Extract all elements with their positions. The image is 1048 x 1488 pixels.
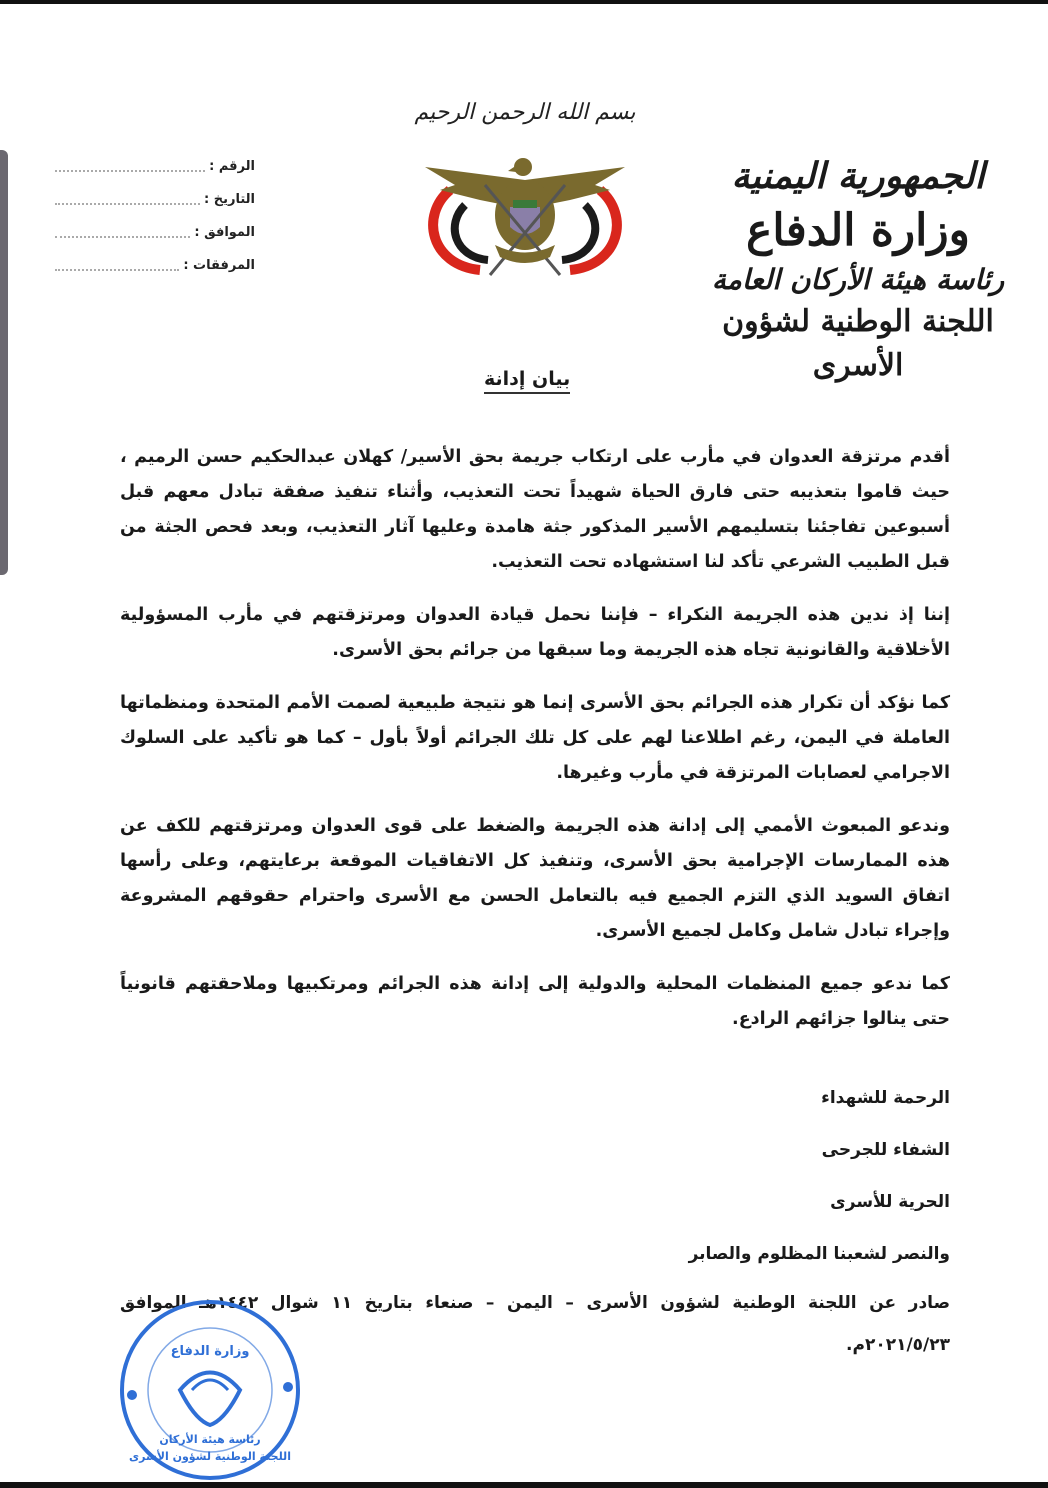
ref-number-field: الرقم : xyxy=(55,150,255,183)
issued-by-line: صادر عن اللجنة الوطنية لشؤون الأسرى – اليمن – صنعاء بتاريخ ١١ شوال ١٤٤٢هـ الموافق ٢٠٢١/٥/٢٣م. xyxy=(120,1293,950,1355)
paragraph: وندعو المبعوث الأممي إلى إدانة هذه الجريمة والضغط على قوى العدوان ومرتزقتهم للكف عن هذه الممارسات الإجرامية بحق الأسرى، وتنفيذ كل الاتفاقيات الموقعة برعايتهم، وعلى رأسها اتفاق السويد الذي التزم الجميع فيه بالتعامل الحسن مع الأسرى واحترام حقوقهم المشروعة وإجراء تبادل شامل وكامل لجميع الأسرى. xyxy=(120,816,950,941)
document-title: بيان إدانة xyxy=(484,368,570,394)
svg-text:وزارة الدفاع: وزارة الدفاع xyxy=(170,1344,250,1359)
slogan: والنصر لشعبنا المظلوم والصابر xyxy=(688,1244,950,1264)
letterhead-country: الجمهورية اليمنية xyxy=(731,155,985,197)
paragraph: أقدم مرتزقة العدوان في مأرب على ارتكاب جريمة بحق الأسير/ كهلان عبدالحكيم حسن الرميم ، حيث قاموا بتعذيبه حتى فارق الحياة شهيداً تحت التعذيب، وأثناء تنفيذ صفقة تبادل معهم قبل أسبوعين تفاجئنا بتسليمهم الأسير المذكور جثة هامدة وعليها آثار التعذيب، وبعد فحص الجثة من قبل الطبيب الشرعي تأكد لنا استشهاده تحت التعذيب. xyxy=(120,447,950,572)
ref-number-value xyxy=(55,162,205,172)
yemen-emblem-icon xyxy=(410,145,640,280)
closing-slogans xyxy=(689,1072,950,1280)
reference-fields xyxy=(55,150,255,282)
slogan: الحرية للأسرى xyxy=(830,1192,950,1212)
svg-text:رئاسة هيئة الأركان: رئاسة هيئة الأركان xyxy=(159,1433,261,1446)
ref-date-field: التاريخ : xyxy=(55,183,255,216)
svg-text:اللجنة الوطنية لشؤون الأسرى: اللجنة الوطنية لشؤون الأسرى xyxy=(129,1450,291,1463)
letterhead-ministry: وزارة الدفاع xyxy=(746,205,970,256)
paragraph: كما نؤكد أن تكرار هذه الجرائم بحق الأسرى إنما هو نتيجة طبيعية لصمت الأمم المتحدة ومنظماتها العاملة في اليمن، رغم اطلاعنا لهم على كل تلك الجرائم أولاً بأول – كما هو تأكيد على السلوك الاجرامي لعصابات المرتزقة في مأرب وغيرها. xyxy=(120,693,950,783)
letterhead-staff: رئاسة هيئة الأركان العامة xyxy=(711,263,1005,296)
ref-corresponding-value xyxy=(55,228,190,238)
letterhead-committee: اللجنة الوطنية لشؤون الأسرى xyxy=(722,304,994,383)
ref-date-value xyxy=(55,195,200,205)
paragraph: كما ندعو جميع المنظمات المحلية والدولية إلى إدانة هذه الجرائم ومرتكبيها وملاحقتهم قانونياً حتى ينالوا جزائهم الرادع. xyxy=(120,974,950,1029)
official-stamp-icon xyxy=(110,1295,310,1485)
document-body xyxy=(120,440,950,1055)
letterhead-organization xyxy=(708,150,1008,388)
paragraph: إننا إذ ندين هذه الجريمة النكراء – فإننا نحمل قيادة العدوان ومرتزقتهم في مأرب المسؤولية الأخلاقية والقانونية تجاه هذه الجريمة وما سبقها من جرائم بحق الأسرى. xyxy=(120,605,950,660)
ref-corresponding-field: الموافق : xyxy=(55,216,255,249)
slogan: الشفاء للجرحى xyxy=(821,1140,950,1160)
bottom-border xyxy=(0,1482,1048,1488)
basmala: بسم الله الرحمن الرحيم xyxy=(414,100,636,125)
ref-attachments-value xyxy=(55,261,179,271)
slogan: الرحمة للشهداء xyxy=(821,1088,950,1108)
ref-attachments-field: المرفقات : xyxy=(55,249,255,282)
